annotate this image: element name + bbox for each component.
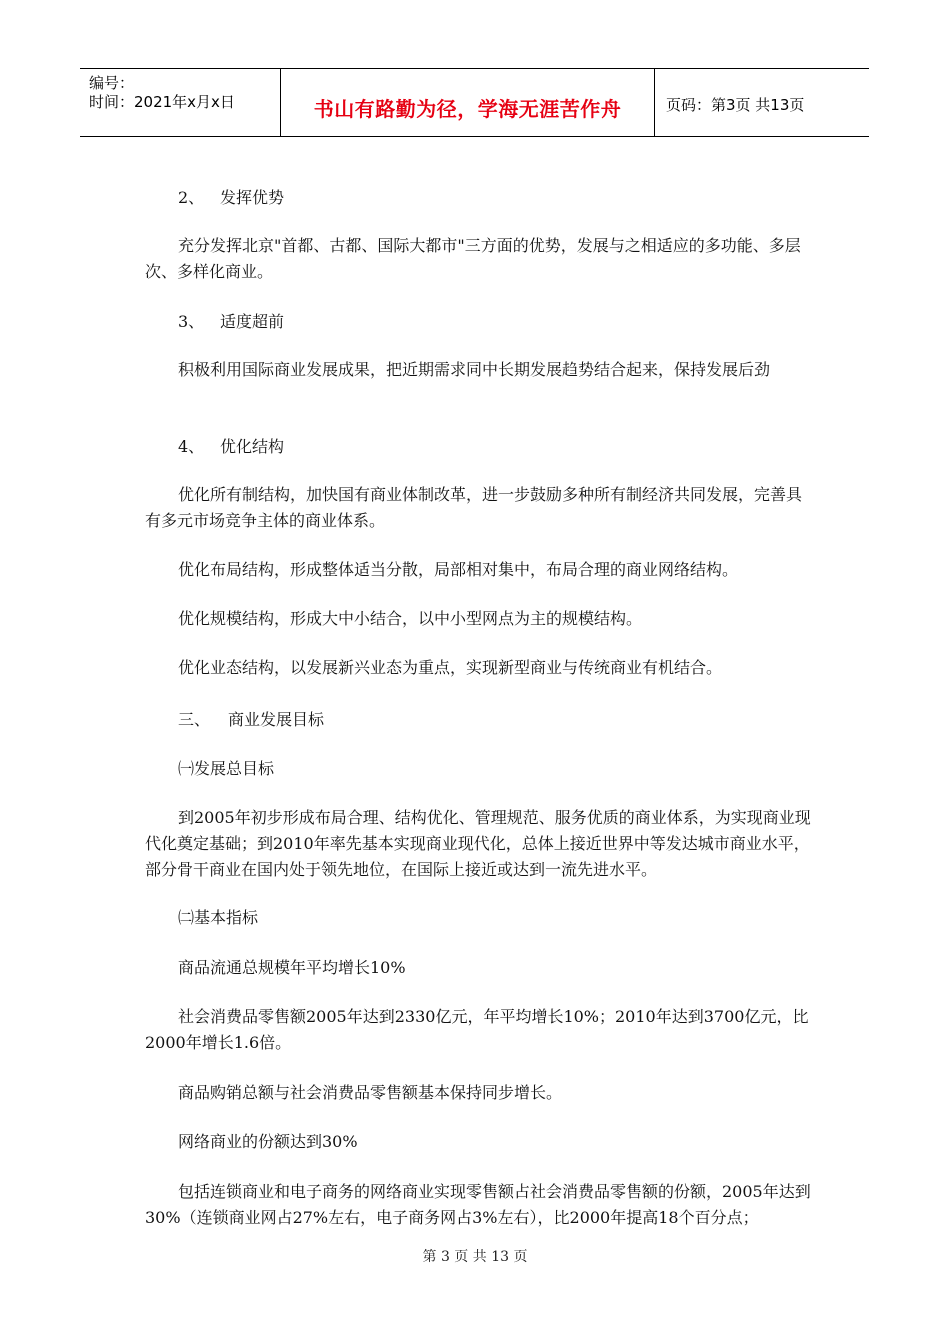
- paragraph: 商品流通总规模年平均增长10%: [178, 958, 406, 977]
- paragraph: 优化布局结构，形成整体适当分散，局部相对集中，布局合理的商业网络结构。: [178, 560, 739, 579]
- page-header: [80, 68, 869, 137]
- paragraph: 包括连锁商业和电子商务的网络商业实现零售额占社会消费品零售额的份额，2005年达到30%（连锁商业网占27%左右，电子商务网占3%左右），比2000年提高18个百分点；: [145, 1182, 811, 1227]
- header-page-cell: [655, 69, 869, 136]
- heading-number: 4、: [178, 437, 205, 456]
- time-label: 时间：2021年x月x日: [89, 93, 235, 111]
- page-info: 页码：第3页 共13页: [666, 96, 805, 114]
- paragraph: 优化所有制结构，加快国有商业体制改革，进一步鼓励多种所有制经济共同发展，完善具有多元市场竞争主体的商业体系。: [145, 485, 803, 530]
- heading-number: 3、: [178, 312, 205, 331]
- subheading: ㈠发展总目标: [178, 759, 275, 778]
- paragraph: 积极利用国际商业发展成果，把近期需求同中长期发展趋势结合起来，保持发展后劲: [178, 360, 771, 379]
- section-title: 商业发展目标: [228, 710, 325, 729]
- heading-title: 发挥优势: [220, 188, 285, 207]
- paragraph: 充分发挥北京"首都、古都、国际大都市"三方面的优势，发展与之相适应的多功能、多层次、多样化商业。: [145, 236, 801, 281]
- paragraph: 优化规模结构，形成大中小结合，以中小型网点为主的规模结构。: [178, 609, 643, 628]
- paragraph: 到2005年初步形成布局合理、结构优化、管理规范、服务优质的商业体系，为实现商业现代化奠定基础；到2010年率先基本实现商业现代化，总体上接近世界中等发达城市商业水平，部分骨干商业在国内处于领先地位，在国际上接近或达到一流先进水平。: [145, 808, 811, 879]
- paragraph: 社会消费品零售额2005年达到2330亿元，年平均增长10%；2010年达到3700亿元，比2000年增长1.6倍。: [145, 1007, 809, 1052]
- header-motto-cell: [281, 69, 655, 136]
- heading-number: 2、: [178, 188, 205, 207]
- paragraph: 商品购销总额与社会消费品零售额基本保持同步增长。: [178, 1083, 563, 1102]
- page-footer: 第 3 页 共 13 页: [422, 1249, 528, 1265]
- subheading: ㈡基本指标: [178, 908, 259, 927]
- header-meta-cell: [80, 69, 281, 136]
- heading-title: 优化结构: [220, 437, 285, 456]
- heading-title: 适度超前: [220, 312, 285, 331]
- paragraph: 优化业态结构，以发展新兴业态为重点，实现新型商业与传统商业有机结合。: [178, 658, 723, 677]
- motto: 书山有路勤为径，学海无涯苦作舟: [313, 97, 622, 121]
- section-number: 三、: [178, 710, 211, 729]
- code-label: 编号：: [89, 74, 135, 92]
- paragraph: 网络商业的份额达到30%: [178, 1132, 358, 1151]
